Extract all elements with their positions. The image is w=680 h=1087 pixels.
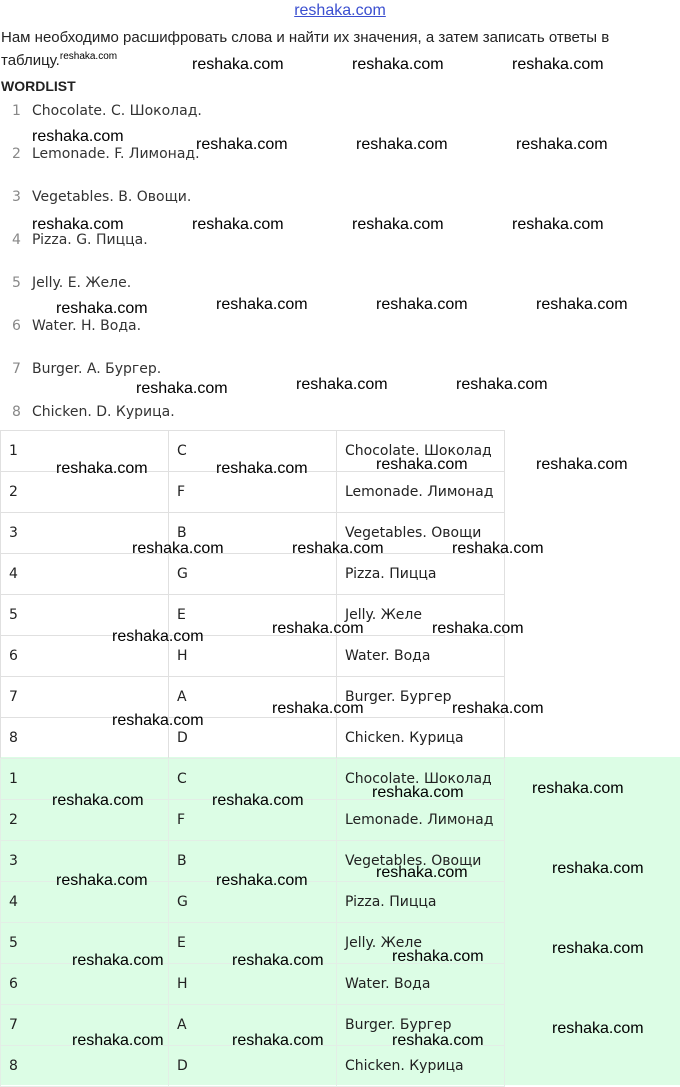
wordlist-item-number: 5 xyxy=(12,275,21,291)
watermark: reshaka.com xyxy=(136,380,228,397)
watermark: reshaka.com xyxy=(216,872,308,889)
wordlist-item-text: Water. H. Вода. xyxy=(32,318,142,334)
table-cell-letter: F xyxy=(169,800,337,841)
table-cell-word: Lemonade. Лимонад xyxy=(337,472,505,513)
table-cell-number: 1 xyxy=(1,431,169,472)
table-cell-number: 7 xyxy=(1,677,169,718)
wordlist-item-text: Pizza. G. Пицца. xyxy=(32,232,148,248)
table-cell-word: Jelly. Желе xyxy=(337,595,505,636)
table-cell-number: 2 xyxy=(1,472,169,513)
wordlist-item-number: 8 xyxy=(12,404,21,420)
table-cell-word: Vegetables. Овощи xyxy=(337,841,505,882)
table-cell-number: 4 xyxy=(1,554,169,595)
watermark: reshaka.com xyxy=(112,628,204,645)
wordlist-item-text: Chicken. D. Курица. xyxy=(32,404,175,420)
table-cell-word: Pizza. Пицца xyxy=(337,554,505,595)
wordlist-item-number: 1 xyxy=(12,103,21,119)
watermark: reshaka.com xyxy=(376,296,468,313)
watermark: reshaka.com xyxy=(272,620,364,637)
watermark: reshaka.com xyxy=(452,700,544,717)
table-row xyxy=(1,554,505,595)
watermark: reshaka.com xyxy=(292,540,384,557)
watermark: reshaka.com xyxy=(32,128,124,145)
watermark: reshaka.com xyxy=(216,460,308,477)
watermark: reshaka.com xyxy=(72,1032,164,1049)
watermark: reshaka.com xyxy=(392,948,484,965)
watermark: reshaka.com xyxy=(516,136,608,153)
table-cell-word: Chocolate. Шоколад xyxy=(337,759,505,800)
table-cell-letter: F xyxy=(169,472,337,513)
table-cell-letter: G xyxy=(169,882,337,923)
table-cell-word: Burger. Бургер xyxy=(337,1005,505,1046)
table-cell-word: Chocolate. Шоколад xyxy=(337,431,505,472)
watermark: reshaka.com xyxy=(56,460,148,477)
table-cell-word: Chicken. Курица xyxy=(337,718,505,759)
wordlist-item-number: 4 xyxy=(12,232,21,248)
table-cell-number: 3 xyxy=(1,513,169,554)
table-cell-number: 7 xyxy=(1,1005,169,1046)
watermark: reshaka.com xyxy=(192,216,284,233)
watermark: reshaka.com xyxy=(196,136,288,153)
watermark: reshaka.com xyxy=(112,712,204,729)
watermark: reshaka.com xyxy=(552,860,644,877)
table-row xyxy=(1,636,505,677)
wordlist-item-text: Vegetables. B. Овощи. xyxy=(32,189,192,205)
wordlist-heading: WORDLIST xyxy=(1,78,76,94)
watermark: reshaka.com xyxy=(212,792,304,809)
table-cell-word: Burger. Бургер xyxy=(337,677,505,718)
wordlist-item xyxy=(12,402,175,422)
watermark: reshaka.com xyxy=(536,456,628,473)
wordlist-item-text: Burger. A. Бургер. xyxy=(32,361,162,377)
table-cell-number: 4 xyxy=(1,882,169,923)
table-cell-number: 5 xyxy=(1,595,169,636)
table-row xyxy=(1,718,505,759)
site-link[interactable]: reshaka.com xyxy=(294,2,386,19)
wordlist-item-number: 3 xyxy=(12,189,21,205)
watermark: reshaka.com xyxy=(372,784,464,801)
watermark: reshaka.com xyxy=(56,872,148,889)
wordlist-item xyxy=(12,273,131,293)
table-cell-letter: E xyxy=(169,923,337,964)
table-cell-letter: A xyxy=(169,677,337,718)
table-row xyxy=(1,1046,505,1087)
watermark: reshaka.com xyxy=(532,780,624,797)
table-cell-letter: B xyxy=(169,513,337,554)
wordlist-item-number: 7 xyxy=(12,361,21,377)
watermark: reshaka.com xyxy=(376,456,468,473)
wordlist-item-text: Chocolate. C. Шоколад. xyxy=(32,103,202,119)
table-cell-number: 2 xyxy=(1,800,169,841)
table-cell-letter: H xyxy=(169,636,337,677)
watermark: reshaka.com xyxy=(72,952,164,969)
table-cell-letter: E xyxy=(169,595,337,636)
table-row xyxy=(1,677,505,718)
watermark: reshaka.com xyxy=(52,792,144,809)
table-cell-letter: C xyxy=(169,759,337,800)
watermark: reshaka.com xyxy=(56,300,148,317)
table-cell-word: Vegetables. Овощи xyxy=(337,513,505,554)
answer-table xyxy=(0,430,505,759)
watermark: reshaka.com xyxy=(512,56,604,73)
watermark: reshaka.com xyxy=(356,136,448,153)
table-cell-word: Jelly. Желе xyxy=(337,923,505,964)
watermark: reshaka.com xyxy=(352,216,444,233)
table-cell-letter: C xyxy=(169,431,337,472)
watermark: reshaka.com xyxy=(376,864,468,881)
wordlist-item-number: 6 xyxy=(12,318,21,334)
table-cell-number: 5 xyxy=(1,923,169,964)
watermark: reshaka.com xyxy=(452,540,544,557)
table-cell-word: Water. Вода xyxy=(337,964,505,1005)
table-cell-number: 8 xyxy=(1,718,169,759)
watermark: reshaka.com xyxy=(32,216,124,233)
wordlist-item xyxy=(12,359,161,379)
watermark: reshaka.com xyxy=(272,700,364,717)
watermark: reshaka.com xyxy=(232,952,324,969)
table-cell-number: 6 xyxy=(1,636,169,677)
wordlist-item-text: Lemonade. F. Лимонад. xyxy=(32,146,200,162)
wordlist-item xyxy=(12,187,191,207)
watermark: reshaka.com xyxy=(392,1032,484,1049)
intro-sentence: Нам необходимо расшифровать слова и найти их значения, а затем записать ответы в таблицу. xyxy=(1,29,610,69)
table-row xyxy=(1,595,505,636)
table-row xyxy=(1,513,505,554)
table-cell-number: 6 xyxy=(1,964,169,1005)
wordlist-item xyxy=(12,144,200,164)
watermark: reshaka.com xyxy=(216,296,308,313)
watermark: reshaka.com xyxy=(512,216,604,233)
table-cell-word: Lemonade. Лимонад xyxy=(337,800,505,841)
watermark: reshaka.com xyxy=(552,1020,644,1037)
table-cell-letter: D xyxy=(169,718,337,759)
watermark: reshaka.com xyxy=(432,620,524,637)
watermark: reshaka.com xyxy=(192,56,284,73)
table-cell-word: Chicken. Курица xyxy=(337,1046,505,1087)
table-cell-letter: H xyxy=(169,964,337,1005)
table-cell-letter: A xyxy=(169,1005,337,1046)
wordlist-item xyxy=(12,316,141,336)
table-cell-letter: D xyxy=(169,1046,337,1087)
table-cell-number: 1 xyxy=(1,759,169,800)
watermark: reshaka.com xyxy=(456,376,548,393)
table-cell-number: 8 xyxy=(1,1046,169,1087)
watermark: reshaka.com xyxy=(232,1032,324,1049)
wordlist-item xyxy=(12,101,202,121)
watermark: reshaka.com xyxy=(296,376,388,393)
watermark: reshaka.com xyxy=(352,56,444,73)
wordlist-item-text: Jelly. E. Желе. xyxy=(32,275,132,291)
watermark: reshaka.com xyxy=(536,296,628,313)
intro-mark: reshaka.com xyxy=(59,51,118,62)
watermark: reshaka.com xyxy=(132,540,224,557)
table-cell-word: Pizza. Пицца xyxy=(337,882,505,923)
wordlist-item-number: 2 xyxy=(12,146,21,162)
table-cell-word: Water. Вода xyxy=(337,636,505,677)
table-cell-letter: G xyxy=(169,554,337,595)
watermark: reshaka.com xyxy=(552,940,644,957)
table-cell-number: 3 xyxy=(1,841,169,882)
table-cell-letter: B xyxy=(169,841,337,882)
